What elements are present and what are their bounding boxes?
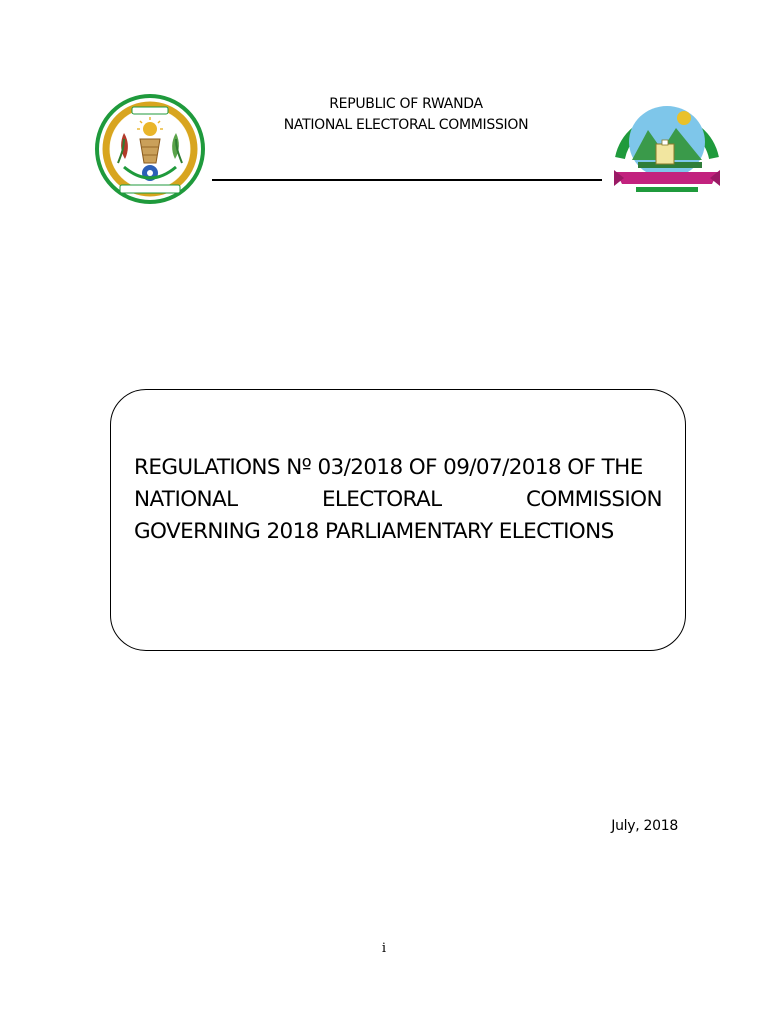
title-line-2 xyxy=(134,484,662,516)
header-divider xyxy=(212,179,602,181)
title-line-1: REGULATIONS Nº 03/2018 OF 09/07/2018 OF THE xyxy=(134,455,643,480)
title-word: NATIONAL xyxy=(134,487,238,512)
title-line-3: GOVERNING 2018 PARLIAMENTARY ELECTIONS xyxy=(134,519,614,544)
header-country: REPUBLIC OF RWANDA xyxy=(329,96,483,112)
title-word: ELECTORAL xyxy=(321,487,442,512)
document-title xyxy=(134,452,662,548)
header-institution: NATIONAL ELECTORAL COMMISSION xyxy=(283,117,529,133)
page-number: i xyxy=(381,941,387,956)
national-electoral-commission-emblem-icon xyxy=(610,88,724,196)
document-header xyxy=(206,94,606,136)
title-word: COMMISSION xyxy=(525,487,662,512)
document-date: July, 2018 xyxy=(611,818,678,834)
rwanda-coat-of-arms-icon xyxy=(94,93,206,205)
